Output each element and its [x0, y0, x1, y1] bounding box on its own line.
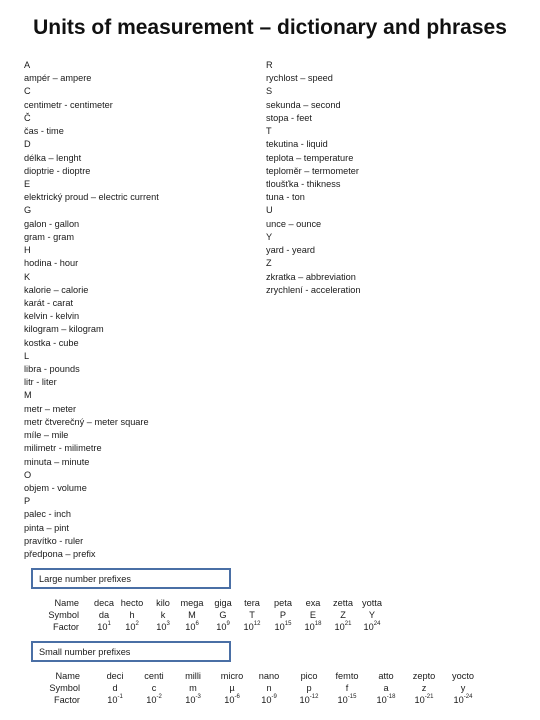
dictionary-entry: pinta – pint — [24, 522, 69, 533]
factor-exponent: -24 — [463, 694, 473, 700]
prefix-symbol: G — [219, 610, 227, 620]
prefix-name: milli — [185, 671, 201, 681]
letter-heading: C — [24, 86, 31, 97]
prefix-symbol: P — [279, 610, 287, 620]
prefix-factor — [216, 622, 230, 632]
factor-base: 10 — [224, 695, 235, 705]
prefix-name: kilo — [156, 598, 170, 608]
factor-exponent: 18 — [314, 621, 322, 627]
factor-base: 10 — [243, 622, 254, 632]
factor-exponent: 9 — [226, 621, 230, 627]
prefix-symbol: z — [421, 683, 427, 693]
factor-exponent: -15 — [347, 694, 357, 700]
dictionary-entry: karát - carat — [24, 297, 74, 308]
dictionary-entry: zkratka – abbreviation — [266, 271, 356, 282]
prefix-factor — [156, 622, 170, 632]
factor-base: 10 — [261, 695, 272, 705]
prefix-factor — [275, 622, 292, 632]
letter-heading: R — [266, 60, 273, 70]
prefix-factor — [377, 695, 396, 705]
factor-exponent: -21 — [424, 694, 434, 700]
prefix-name: centi — [144, 671, 164, 681]
factor-exponent: 15 — [284, 621, 292, 627]
letter-heading: Y — [266, 231, 273, 242]
factor-exponent: -1 — [117, 694, 123, 700]
factor-base: 10 — [185, 695, 196, 705]
row-label: Symbol — [48, 610, 79, 620]
prefix-name: hecto — [120, 598, 144, 608]
prefix-factor — [364, 622, 381, 632]
letter-heading: H — [24, 245, 31, 256]
dictionary-entry: délka – lenght — [24, 152, 82, 163]
factor-base: 10 — [97, 622, 108, 632]
prefix-name: mega — [180, 598, 204, 608]
letter-heading: G — [24, 205, 32, 216]
letter-heading: L — [24, 350, 30, 361]
dictionary-entry: sekunda – second — [266, 99, 341, 110]
factor-exponent: 6 — [195, 621, 199, 627]
row-label: Factor — [53, 695, 80, 705]
prefix-factor — [185, 695, 201, 705]
factor-exponent: 1 — [107, 621, 111, 627]
letter-heading: O — [24, 469, 32, 480]
prefix-factor — [454, 695, 473, 705]
factor-exponent: -18 — [386, 694, 396, 700]
row-label: Name — [54, 598, 79, 608]
prefix-symbol: Y — [368, 610, 376, 620]
dictionary-entry: teploměr – termometer — [266, 165, 359, 176]
dictionary-entry: minuta – minute — [24, 456, 90, 467]
letter-heading: T — [266, 126, 272, 137]
dictionary-entry: gram - gram — [24, 231, 75, 242]
prefix-symbol: k — [160, 610, 166, 620]
prefix-name: giga — [214, 598, 232, 608]
prefix-factor — [146, 695, 162, 705]
prefix-factor — [305, 622, 322, 632]
prefix-factor — [97, 622, 111, 632]
factor-base: 10 — [376, 695, 387, 705]
factor-base: 10 — [337, 695, 348, 705]
prefix-symbol: da — [98, 610, 110, 620]
dictionary-entry: rychlost – speed — [266, 73, 333, 84]
dictionary-entry: metr – meter — [24, 403, 77, 414]
dictionary-entry: kilogram – kilogram — [24, 324, 104, 335]
factor-base: 10 — [156, 622, 167, 632]
letter-heading: A — [24, 60, 31, 70]
factor-exponent: -3 — [195, 694, 201, 700]
dictionary-entry: objem - volume — [24, 483, 87, 493]
dictionary-entry: zrychlení - acceleration — [266, 284, 361, 295]
prefix-name: exa — [305, 598, 321, 608]
prefix-symbol: y — [460, 683, 466, 693]
letter-heading: Č — [24, 112, 31, 123]
factor-exponent: 24 — [373, 621, 381, 627]
prefix-factor — [185, 622, 199, 632]
dictionary-entry: litr - liter — [24, 377, 57, 388]
dictionary-column-left — [24, 59, 159, 561]
small-prefixes-heading: Small number prefixes — [39, 646, 131, 657]
factor-base: 10 — [216, 622, 227, 632]
dictionary-entry: elektrický proud – electric current — [24, 192, 159, 203]
dictionary-entry: hodina - hour — [24, 258, 79, 269]
dictionary-entry: teplota – temperature — [266, 152, 354, 163]
factor-exponent: 2 — [135, 621, 139, 627]
factor-base: 10 — [146, 695, 157, 705]
factor-base: 10 — [125, 622, 136, 632]
prefix-factor — [107, 695, 123, 705]
prefix-name: femto — [335, 671, 359, 681]
factor-exponent: 21 — [344, 621, 352, 627]
prefix-symbol: m — [189, 683, 197, 693]
dictionary-entry: ampér – ampere — [24, 73, 92, 84]
factor-exponent: -12 — [309, 694, 319, 700]
prefix-name: zetta — [333, 598, 353, 608]
letter-heading: K — [24, 271, 31, 282]
dictionary-entry: pravítko - ruler — [24, 535, 84, 546]
factor-base: 10 — [414, 695, 425, 705]
prefix-name: nano — [258, 671, 280, 681]
page-title: Units of measurement – dictionary and phrases — [33, 16, 507, 39]
prefix-symbol: T — [249, 610, 255, 620]
row-label: Symbol — [49, 683, 80, 693]
prefix-name: deca — [94, 598, 114, 608]
factor-base: 10 — [453, 695, 464, 705]
prefix-factor — [300, 695, 319, 705]
prefix-name: zepto — [412, 671, 436, 681]
factor-base: 10 — [304, 622, 315, 632]
row-label: Factor — [52, 622, 79, 632]
factor-exponent: 12 — [253, 621, 261, 627]
dictionary-entry: yard - yeard — [266, 245, 316, 256]
prefix-symbol: f — [345, 683, 349, 693]
dictionary-column-right — [266, 59, 360, 297]
prefix-name: deci — [106, 671, 124, 681]
dictionary-entry: palec - inch — [24, 509, 71, 520]
prefix-symbol: h — [129, 610, 135, 620]
large-prefixes-heading-box — [31, 568, 231, 589]
prefix-factor — [125, 622, 139, 632]
prefix-symbol: M — [188, 610, 196, 620]
letter-heading: Z — [266, 258, 272, 269]
dictionary-entry: předpona – prefix — [24, 549, 96, 560]
dictionary-entry: unce – ounce — [266, 218, 322, 229]
prefix-name: tera — [244, 598, 260, 608]
large-prefixes-heading: Large number prefixes — [39, 573, 131, 584]
dictionary-entry: libra - pounds — [24, 364, 80, 375]
dictionary-entry: tloušťka - thikness — [266, 178, 341, 189]
dictionary-entry: kalorie – calorie — [24, 284, 89, 295]
row-label: Name — [55, 671, 80, 681]
factor-base: 10 — [107, 695, 118, 705]
prefix-symbol: E — [309, 610, 317, 620]
letter-heading: E — [24, 178, 31, 189]
dictionary-entry: tuna - ton — [266, 192, 305, 203]
prefix-symbol: p — [306, 683, 312, 693]
dictionary-entry: tekutina - liquid — [266, 139, 328, 150]
factor-base: 10 — [274, 622, 285, 632]
dictionary-entry: metr čtverečný – meter square — [24, 416, 149, 427]
dictionary-entry: míle – mile — [24, 430, 69, 441]
letter-heading: P — [24, 496, 31, 507]
prefix-factor — [415, 695, 434, 705]
factor-base: 10 — [363, 622, 374, 632]
factor-exponent: 3 — [166, 621, 170, 627]
prefix-factor — [338, 695, 357, 705]
prefix-name: micro — [220, 671, 244, 681]
dictionary-entry: centimetr - centimeter — [24, 99, 113, 110]
letter-heading: M — [24, 390, 32, 401]
prefix-factor — [261, 695, 277, 705]
dictionary-entry: kostka - cube — [24, 337, 79, 348]
prefix-name: atto — [378, 671, 394, 681]
prefix-name: pico — [300, 671, 318, 681]
letter-heading: U — [266, 205, 273, 216]
prefix-factor — [335, 622, 352, 632]
prefix-name: yotta — [362, 598, 382, 608]
prefix-symbol: c — [151, 683, 157, 693]
letter-heading: D — [24, 139, 31, 150]
letter-heading: S — [266, 86, 273, 97]
dictionary-entry: kelvin - kelvin — [24, 311, 80, 322]
prefix-factor — [224, 695, 240, 705]
prefix-symbol: a — [383, 683, 389, 693]
prefix-symbol: µ — [229, 683, 235, 693]
dictionary-entry: galon - gallon — [24, 218, 80, 229]
factor-exponent: -9 — [271, 694, 277, 700]
prefix-factor — [244, 622, 261, 632]
dictionary-entry: stopa - feet — [266, 112, 312, 123]
factor-exponent: -6 — [234, 694, 240, 700]
dictionary-entry: dioptrie - dioptre — [24, 165, 91, 176]
prefix-symbol: Z — [340, 610, 346, 620]
factor-exponent: -2 — [156, 694, 162, 700]
factor-base: 10 — [185, 622, 196, 632]
prefix-symbol: d — [112, 683, 118, 693]
dictionary-entry: čas - time — [24, 126, 64, 137]
factor-base: 10 — [334, 622, 345, 632]
small-prefixes-heading-box — [31, 641, 231, 662]
factor-base: 10 — [299, 695, 310, 705]
prefix-name: yocto — [452, 671, 474, 681]
prefix-name: peta — [274, 598, 292, 608]
prefix-symbol: n — [266, 683, 272, 693]
dictionary-entry: milimetr - milimetre — [24, 443, 102, 454]
